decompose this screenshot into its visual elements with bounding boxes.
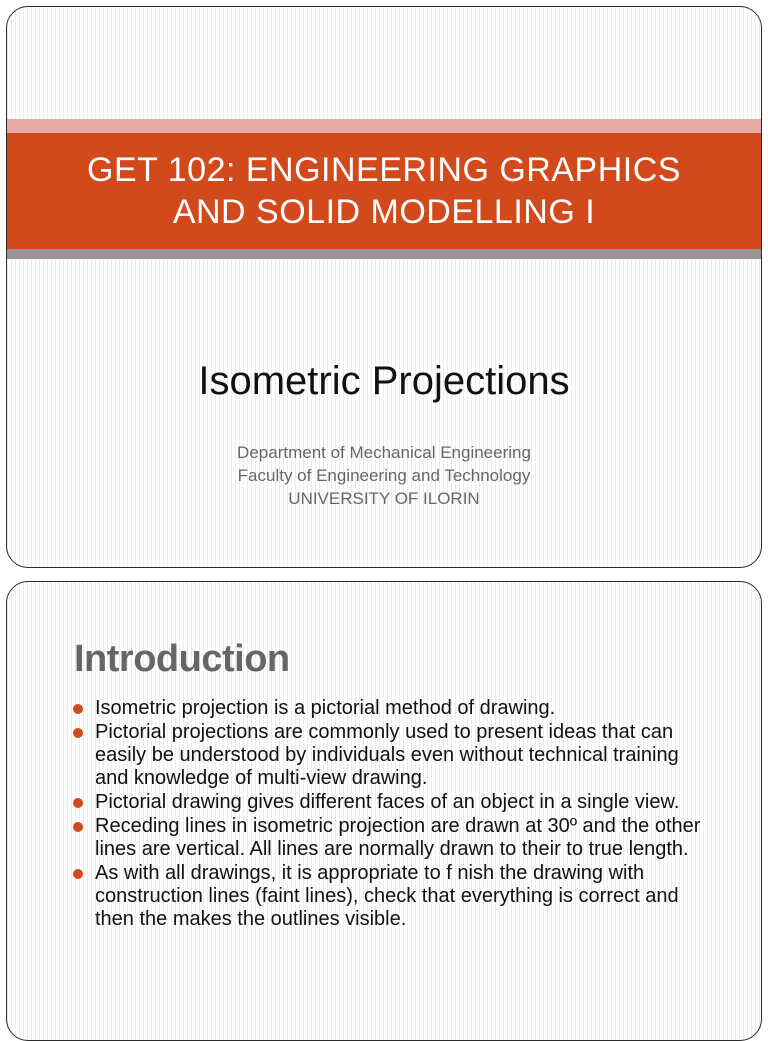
title-band <box>7 133 761 249</box>
bullet-text: As with all drawings, it is appropriate to f nish the drawing with construction lines (faint lines), check that everything is correct and then the makes the outlines visible. <box>95 862 679 930</box>
bullet-dot-icon <box>73 728 83 738</box>
title-slide <box>6 6 762 568</box>
bullet-item <box>73 791 713 814</box>
university-name: UNIVERSITY OF ILORIN <box>288 489 480 508</box>
title-band-bottom-stripe <box>7 249 761 259</box>
faculty-name: Faculty of Engineering and Technology <box>237 466 531 485</box>
course-title-line-1: GET 102: ENGINEERING GRAPHICS <box>87 151 681 189</box>
introduction-slide <box>6 581 762 1041</box>
bullet-text: Receding lines in isometric projection are drawn at 30º and the other lines are vertical. All lines are normally drawn to their to true length. <box>95 815 701 860</box>
slide-subtitle: Isometric Projections <box>198 359 570 403</box>
bullet-dot-icon <box>73 822 83 832</box>
bullet-text: Pictorial projections are commonly used to present ideas that can easily be understood by individuals even without technical training and knowledge of multi-view drawing. <box>95 721 679 789</box>
bullet-dot-icon <box>73 798 83 808</box>
bullet-text: Isometric projection is a pictorial method of drawing. <box>95 697 556 719</box>
department-name: Department of Mechanical Engineering <box>237 443 531 462</box>
bullet-list <box>73 697 713 932</box>
bullet-item <box>73 815 713 861</box>
bullet-item <box>73 697 713 720</box>
bullet-text: Pictorial drawing gives different faces of an object in a single view. <box>95 791 680 813</box>
bullet-dot-icon <box>73 869 83 879</box>
bullet-dot-icon <box>73 704 83 714</box>
department-info <box>7 441 761 510</box>
course-title-line-2: AND SOLID MODELLING I <box>172 193 596 231</box>
bullet-item <box>73 721 713 790</box>
title-band-top-stripe <box>7 119 761 133</box>
bullet-item <box>73 862 713 931</box>
slide-heading: Introduction <box>74 638 290 680</box>
